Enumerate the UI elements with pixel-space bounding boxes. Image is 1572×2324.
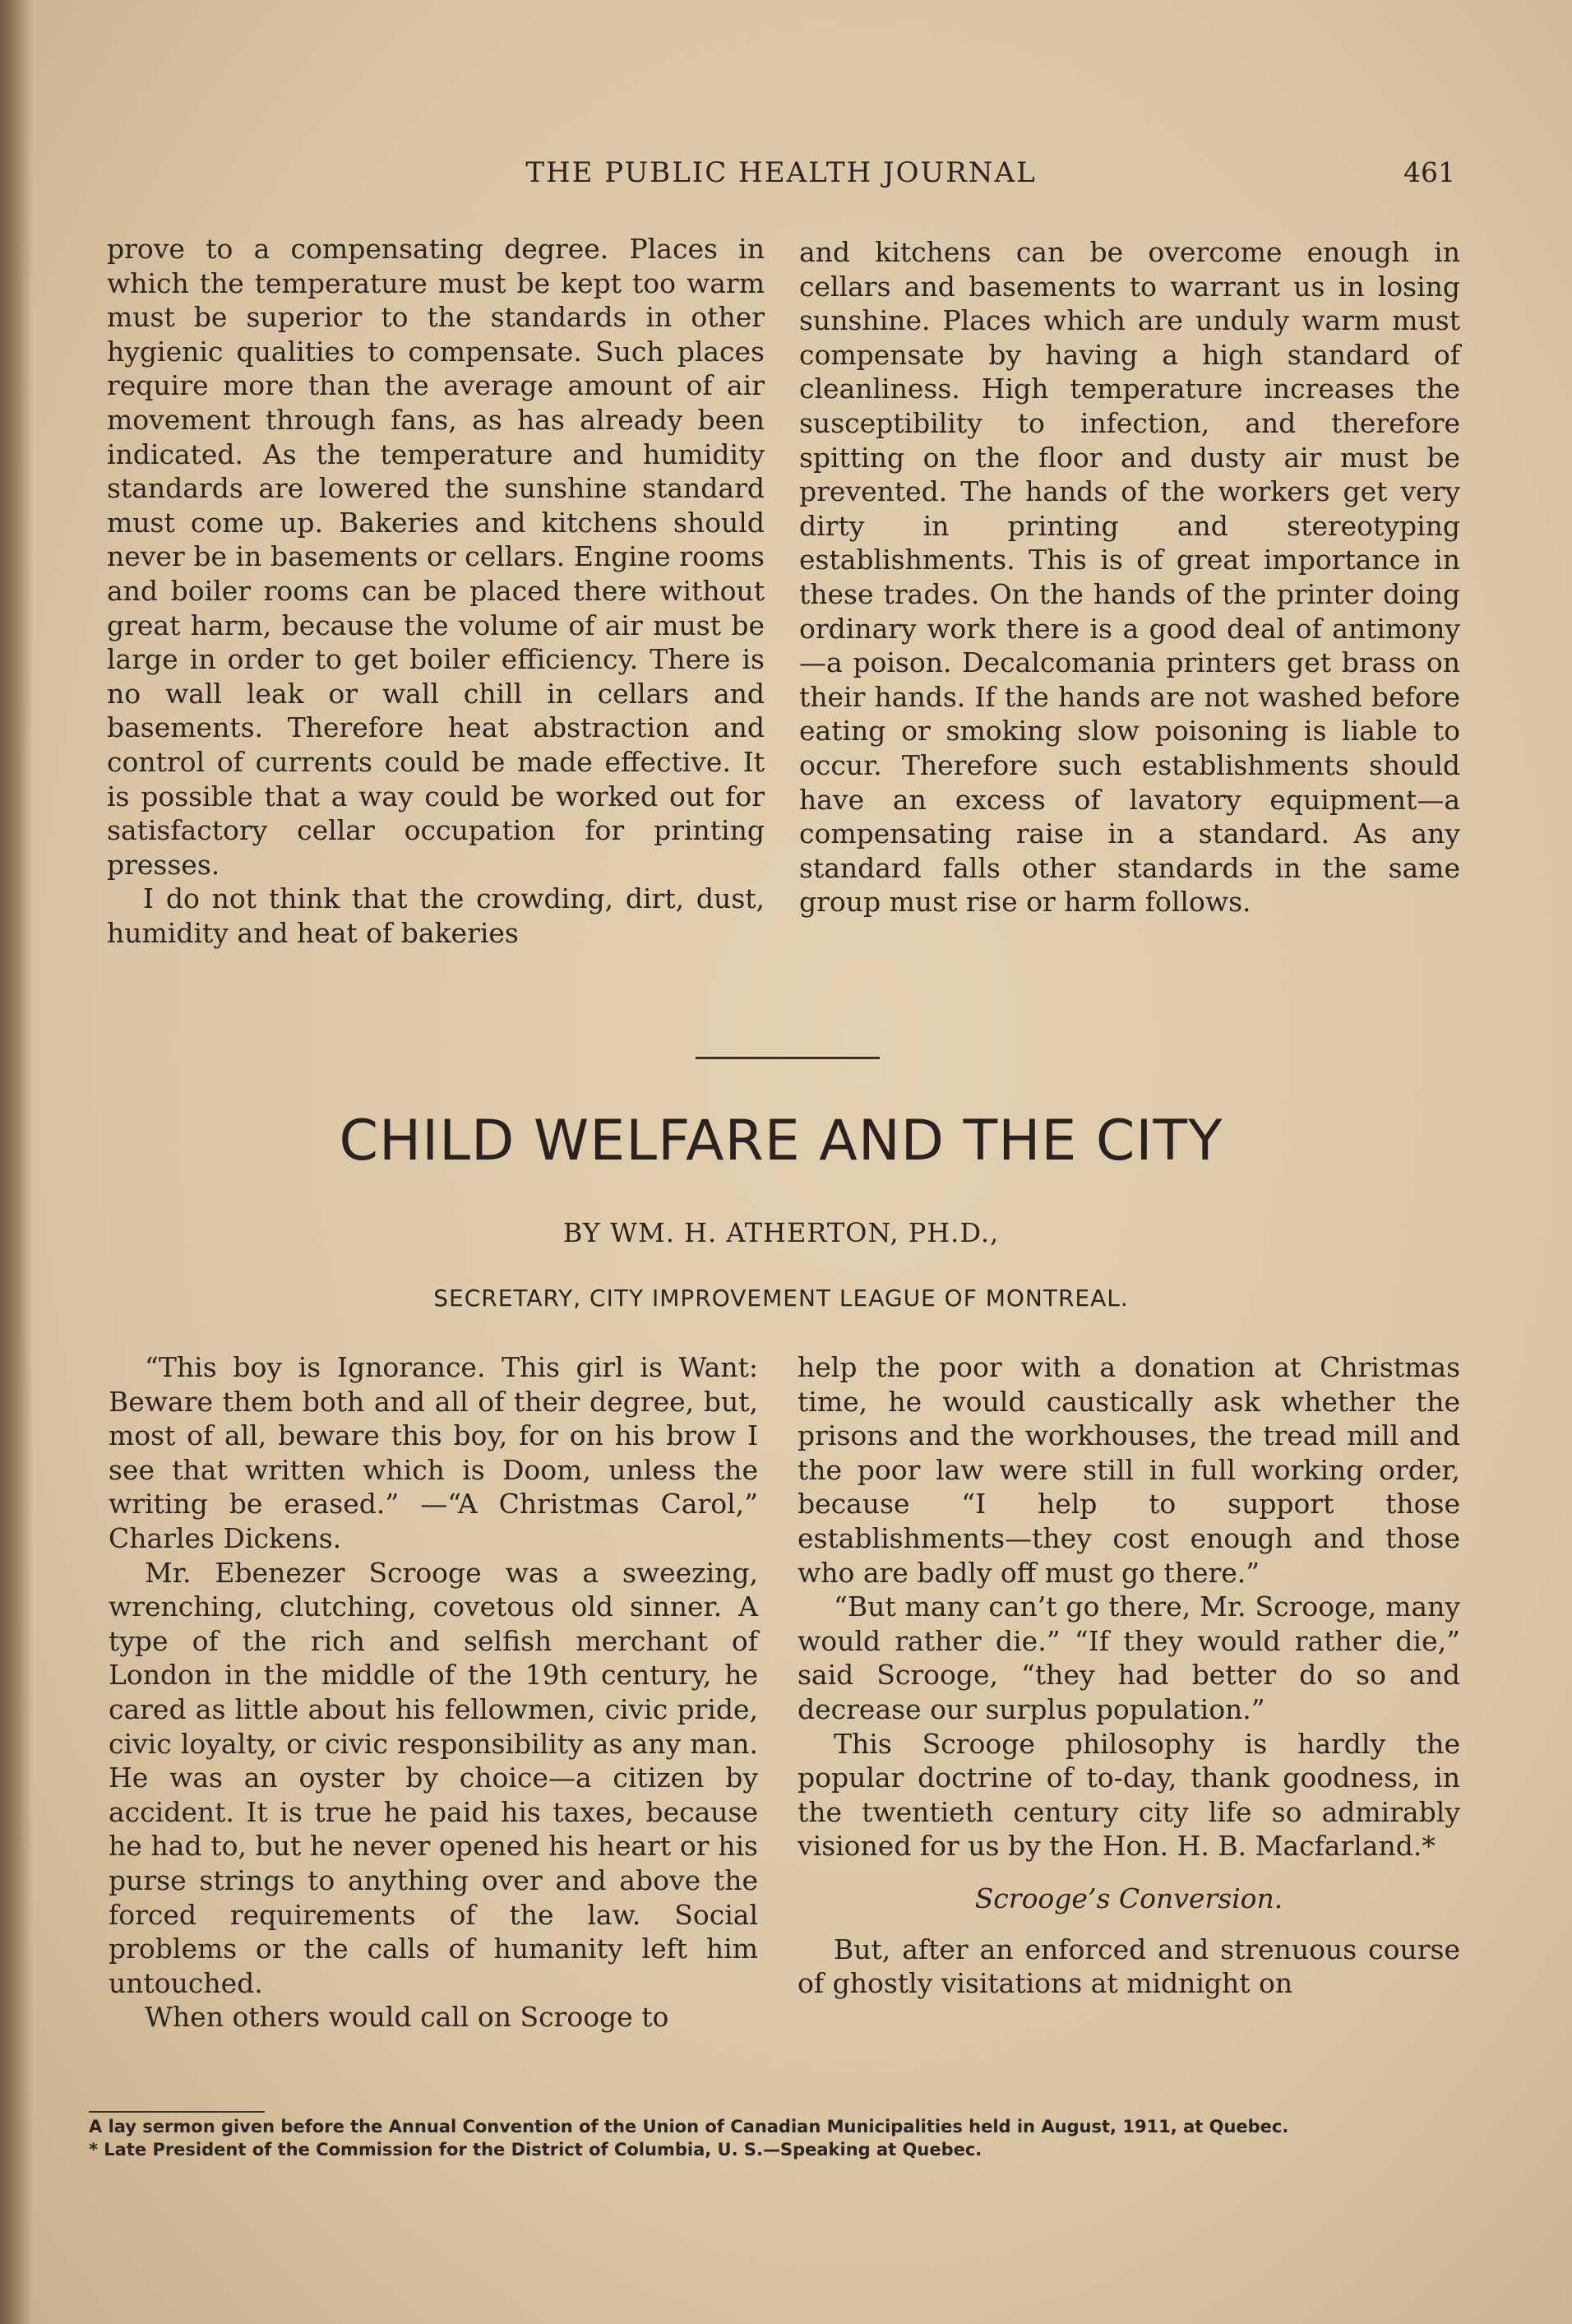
article-left-column — [109, 1350, 758, 2035]
previous-article-left-column — [107, 232, 765, 950]
paragraph: This Scrooge philosophy is hardly the popular doctrine of to-day, thank goodness, in the twentieth century city life so admirably visioned for us by the Hon. H. B. Macfarland.* — [798, 1727, 1460, 1863]
footnote-rule — [89, 2111, 265, 2113]
footnote: * Late President of the Commission for the District of Columbia, U. S.—Speaking at Quebec. — [89, 2140, 982, 2160]
footnotes — [89, 2115, 1470, 2161]
paragraph: and kitchens can be overcome enough in cellars and basements to warrant us in losing sunshine. Places which are unduly warm must compensate by having a high standard of cleanliness. High temperature increases the susceptibility to infection, and therefore spitting on the floor and dusty air must be prevented. The hands of the workers get very dirty in printing and stereotyping establishments. This is of great importance in these trades. On the hands of the printer doing ordinary work there is a good deal of antimony —a poison. Decalcomania printers get brass on their hands. If the hands are not washed before eating or smoking slow poisoning is liable to occur. Therefore such establishments should have an excess of lavatory equipment—a compensating raise in a standard. As any standard falls other standards in the same group must rise or harm follows. — [799, 236, 1460, 919]
paragraph: Mr. Ebenezer Scrooge was a sweezing, wrenching, clutching, covetous old sinner. A type of the rich and selfish merchant of London in the middle of the 19th century, he cared as little about his fellowmen, civic pride, civic loyalty, or civic responsibility as any man. He was an oyster by choice—a citizen by accident. It is true he paid his taxes, because he had to, but he never opened his heart or his purse strings to anything over and above the forced requirements of the law. Social problems or the calls of humanity left him untouched. — [109, 1556, 758, 1999]
journal-title: THE PUBLIC HEALTH JOURNAL — [525, 156, 1037, 189]
book-spine-shadow — [0, 0, 33, 2324]
section-divider — [696, 1057, 880, 1059]
previous-article-right-column — [799, 235, 1460, 919]
paragraph: help the poor with a donation at Christmas time, he would caustically ask whether the prisons and the workhouses, the tread mill and the poor law were still in full working order, because “I help to support those establishments—they cost enough and those who are badly off must go there.” — [798, 1351, 1460, 1589]
author-affiliation: SECRETARY, CITY IMPROVEMENT LEAGUE OF MONTREAL. — [433, 1285, 1129, 1312]
page-number: 461 — [1403, 156, 1455, 188]
article-right-column — [798, 1350, 1460, 2001]
paragraph: When others would call on Scrooge to — [145, 2001, 669, 2034]
paragraph: prove to a compensating degree. Places in which the temperature must be kept too warm must be superior to the standards in other hygienic qualities to compensate. Such places require more than the average amount of air movement through fans, as has already been indicated. As the temperature and humidity standards are lowered the sunshine standard must come up. Bakeries and kitchens should never be in basements or cellars. Engine rooms and boiler rooms can be placed there without great harm, because the volume of air must be large in order to get boiler efficiency. There is no wall leak or wall chill in cellars and basements. Therefore heat abstraction and control of currents could be made effective. It is possible that a way could be worked out for satisfactory cellar occupation for printing presses. — [107, 233, 765, 881]
running-head — [107, 156, 1455, 197]
paragraph: But, after an enforced and strenuous course of ghostly visitations at midnight on — [798, 1933, 1460, 2000]
section-subhead: Scrooge’s Conversion. — [974, 1882, 1283, 1914]
footnote: A lay sermon given before the Annual Convention of the Union of Canadian Municipalities held in August, 1911, at Quebec. — [89, 2117, 1289, 2137]
paragraph: I do not think that the crowding, dirt, dust, humidity and heat of bakeries — [107, 882, 765, 949]
article-byline: BY WM. H. ATHERTON, PH.D., — [562, 1217, 1000, 1248]
epigraph: “This boy is Ignorance. This girl is Want: Beware them both and all of their degree, but, most of all, beware this boy, for on his brow I see that written which is Doom, unless the writing be erased.” —“A Christmas Carol,” Charles Dickens. — [109, 1351, 758, 1554]
article-title: CHILD WELFARE AND THE CITY — [339, 1109, 1223, 1174]
paragraph: “But many can’t go there, Mr. Scrooge, many would rather die.” “If they would rather die,” said Scrooge, “they had better do so and decrease our surplus population.” — [798, 1590, 1460, 1725]
